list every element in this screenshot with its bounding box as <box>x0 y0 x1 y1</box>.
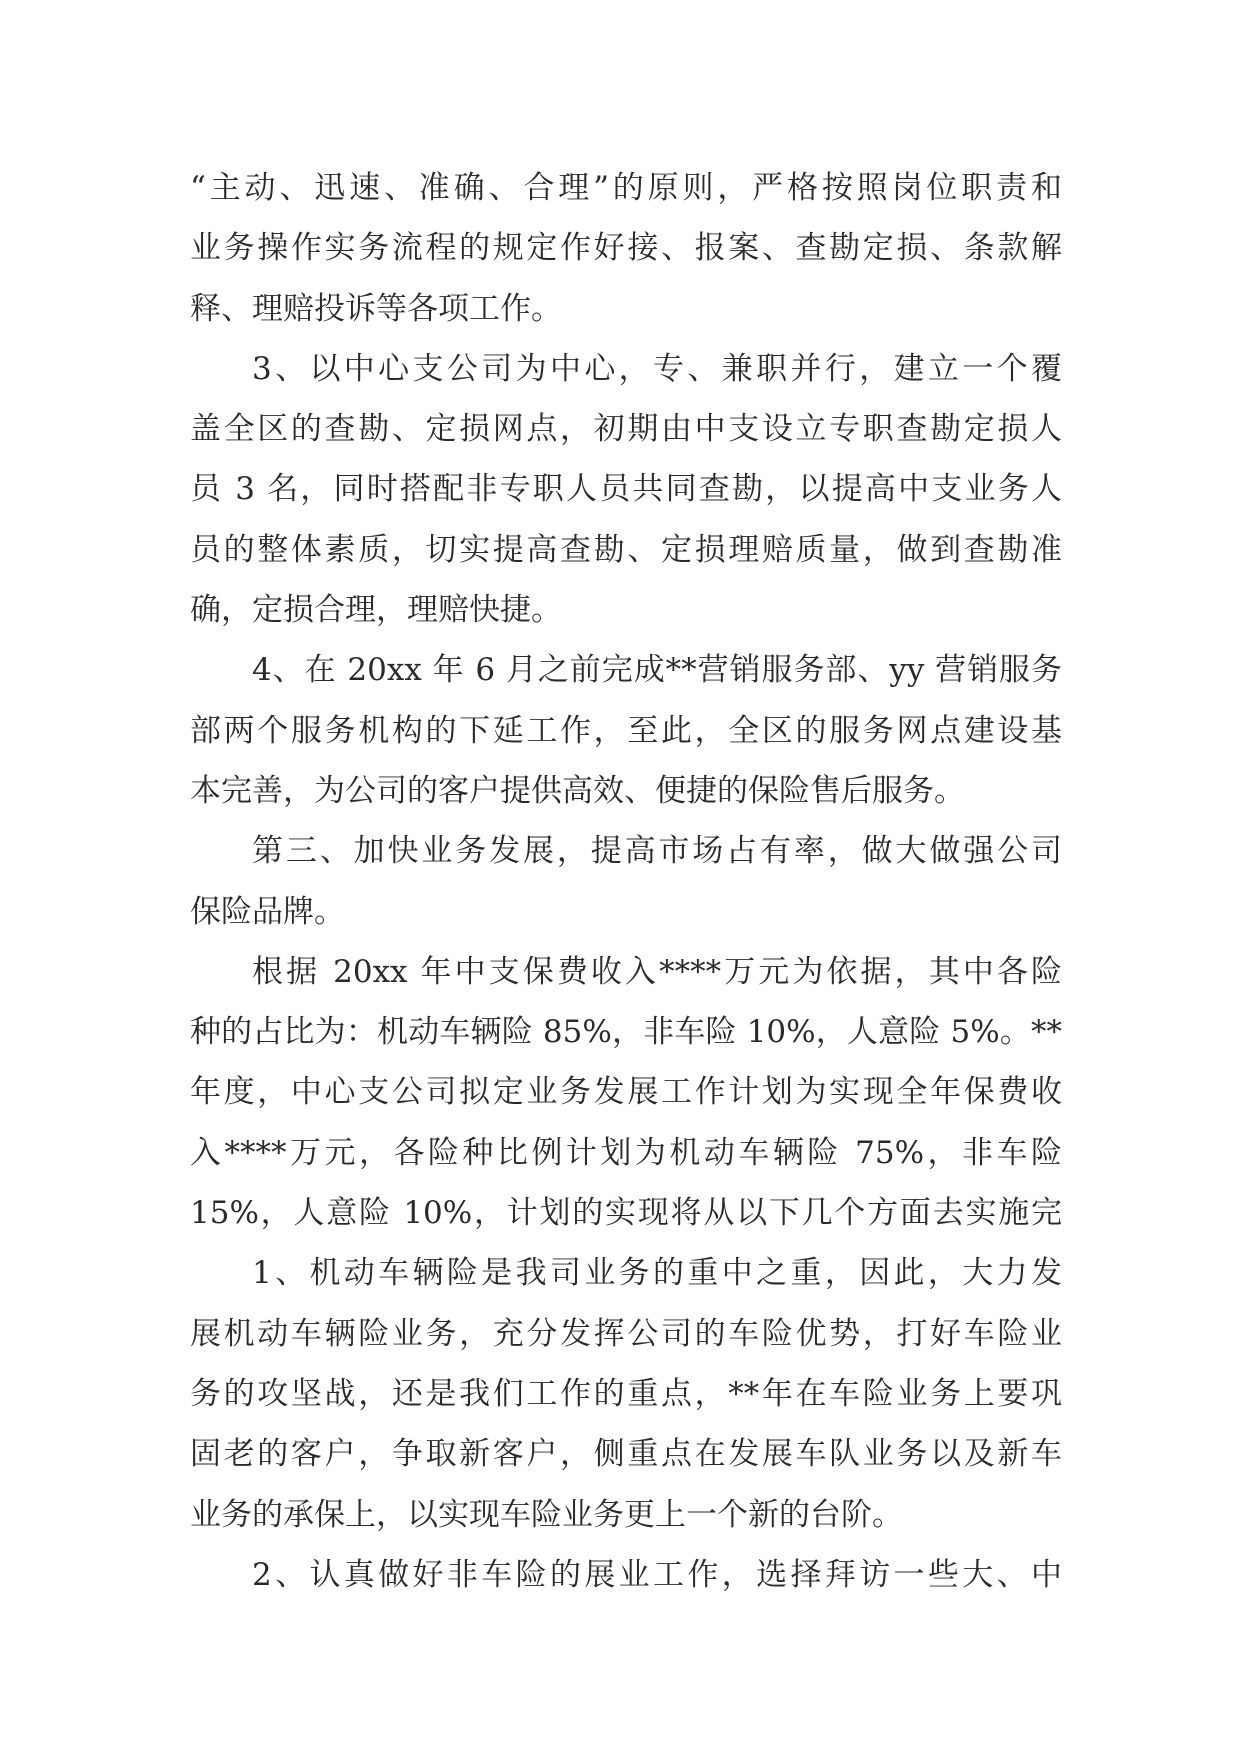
text-line: 盖全区的查勘、定损网点，初期由中支设立专职查勘定损人 <box>190 411 1062 448</box>
text-line: 种的占比为：机动车辆险 85%，非车险 10%，人意险 5%。** <box>190 1014 1062 1051</box>
text-line: 业务的承保上，以实现车险业务更上一个新的台阶。 <box>190 1496 903 1533</box>
text-line: 保险品牌。 <box>190 893 345 930</box>
text-line: 15%，人意险 10%，计划的实现将从以下几个方面去实施完 <box>190 1195 1062 1232</box>
text-line: 展机动车辆险业务，充分发挥公司的车险优势，打好车险业 <box>190 1315 1062 1352</box>
text-line: 1、机动车辆险是我司业务的重中之重，因此，大力发 <box>252 1255 1062 1292</box>
text-line: 释、理赔投诉等各项工作。 <box>190 290 562 327</box>
text-line: 固老的客户，争取新客户，侧重点在发展车队业务以及新车 <box>190 1436 1062 1473</box>
text-line: 本完善，为公司的客户提供高效、便捷的保险售后服务。 <box>190 772 965 809</box>
text-line: 确，定损合理，理赔快捷。 <box>190 592 562 629</box>
body-text <box>190 158 1062 1605</box>
text-line: 员的整体素质，切实提高查勘、定损理赔质量，做到查勘准 <box>190 531 1062 568</box>
text-line: 员 3 名，同时搭配非专职人员共同查勘，以提高中支业务人 <box>190 471 1062 508</box>
text-line: 第三、加快业务发展，提高市场占有率，做大做强公司 <box>252 833 1062 870</box>
text-line: 4、在 20xx 年 6 月之前完成**营销服务部、yy 营销服务 <box>252 652 1062 689</box>
text-line: 业务操作实务流程的规定作好接、报案、查勘定损、条款解 <box>190 230 1062 267</box>
text-line: 入****万元，各险种比例计划为机动车辆险 75%，非车险 <box>190 1134 1062 1171</box>
text-line: 部两个服务机构的下延工作，至此，全区的服务网点建设基 <box>190 712 1062 749</box>
text-line: 年度，中心支公司拟定业务发展工作计划为实现全年保费收 <box>190 1074 1062 1111</box>
text-line: “主动、迅速、准确、合理”的原则，严格按照岗位职责和 <box>190 170 1062 206</box>
text-line: 3、以中心支公司为中心，专、兼职并行，建立一个覆 <box>252 350 1062 387</box>
text-line: 2、认真做好非车险的展业工作，选择拜访一些大、中 <box>252 1556 1062 1593</box>
text-line: 根据 20xx 年中支保费收入****万元为依据，其中各险 <box>252 953 1062 990</box>
text-line: 务的攻坚战，还是我们工作的重点，**年在车险业务上要巩 <box>190 1375 1062 1412</box>
